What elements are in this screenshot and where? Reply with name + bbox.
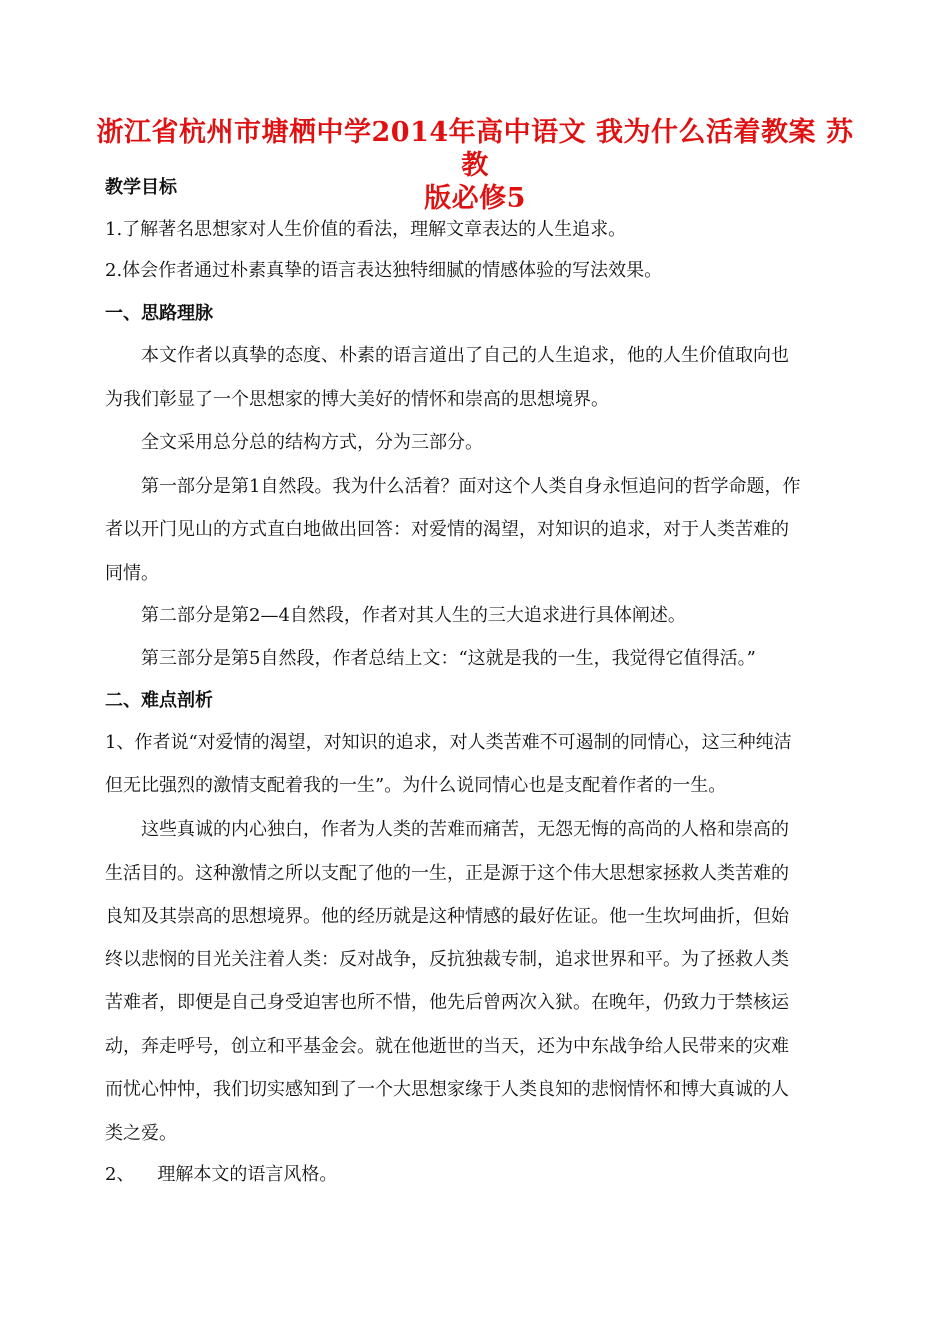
question-line: 1、作者说“对爱情的渴望，对知识的追求，对人类苦难不可遏制的同情心，这三种纯洁 xyxy=(105,732,792,753)
paragraph-line: 苦难者，即便是自己身受迫害也所不惜，他先后曾两次入狱。在晚年，仍致力于禁核运 xyxy=(105,992,789,1013)
title-line-1: 浙江省杭州市塘栖中学2014年高中语文 我为什么活着教案 苏教 xyxy=(96,117,854,181)
section-heading-1: 一、思路理脉 xyxy=(105,303,213,324)
paragraph-line: 全文采用总分总的结构方式，分为三部分。 xyxy=(141,432,483,453)
paragraph-line: 终以悲悯的目光关注着人类：反对战争，反抗独裁专制，追求世界和平。为了拯救人类 xyxy=(105,949,789,970)
section-heading-goals: 教学目标 xyxy=(105,177,177,198)
paragraph-line: 第二部分是第2—4自然段，作者对其人生的三大追求进行具体阐述。 xyxy=(141,605,686,626)
paragraph-line: 类之爱。 xyxy=(105,1123,177,1144)
paragraph-line: 动，奔走呼号，创立和平基金会。就在他逝世的当天，还为中东战争给人民带来的灾难 xyxy=(105,1036,789,1057)
document-title xyxy=(90,116,860,215)
paragraph-line: 者以开门见山的方式直白地做出回答：对爱情的渴望，对知识的追求，对于人类苦难的 xyxy=(105,519,789,540)
goal-item-1: 1.了解著名思想家对人生价值的看法，理解文章表达的人生追求。 xyxy=(105,219,627,240)
paragraph-line: 这些真诚的内心独白，作者为人类的苦难而痛苦，无怨无悔的高尚的人格和崇高的 xyxy=(141,819,789,840)
paragraph-line: 生活目的。这种激情之所以支配了他的一生，正是源于这个伟大思想家拯救人类苦难的 xyxy=(105,863,789,884)
section-heading-2: 二、难点剖析 xyxy=(105,690,213,711)
paragraph-line: 良知及其崇高的思想境界。他的经历就是这种情感的最好佐证。他一生坎坷曲折，但始 xyxy=(105,906,789,927)
paragraph-line: 为我们彰显了一个思想家的博大美好的情怀和崇高的思想境界。 xyxy=(105,389,609,410)
paragraph-line: 第一部分是第1自然段。我为什么活着？面对这个人类自身永恒追问的哲学命题，作 xyxy=(141,476,801,497)
paragraph-line: 同情。 xyxy=(105,563,159,584)
paragraph-line: 而忧心忡忡，我们切实感知到了一个大思想家缘于人类良知的悲悯情怀和博大真诚的人 xyxy=(105,1079,789,1100)
paragraph-line: 本文作者以真挚的态度、朴素的语言道出了自己的人生追求，他的人生价值取向也 xyxy=(141,345,789,366)
title-line-2: 版必修5 xyxy=(424,183,526,214)
paragraph-line: 第三部分是第5自然段，作者总结上文：“这就是我的一生，我觉得它值得活。” xyxy=(141,648,756,669)
question-line: 但无比强烈的激情支配着我的一生”。为什么说同情心也是支配着作者的一生。 xyxy=(105,775,727,796)
goal-item-2: 2.体会作者通过朴素真挚的语言表达独特细腻的情感体验的写法效果。 xyxy=(105,260,663,281)
question-item-2: 2、 理解本文的语言风格。 xyxy=(105,1164,338,1185)
